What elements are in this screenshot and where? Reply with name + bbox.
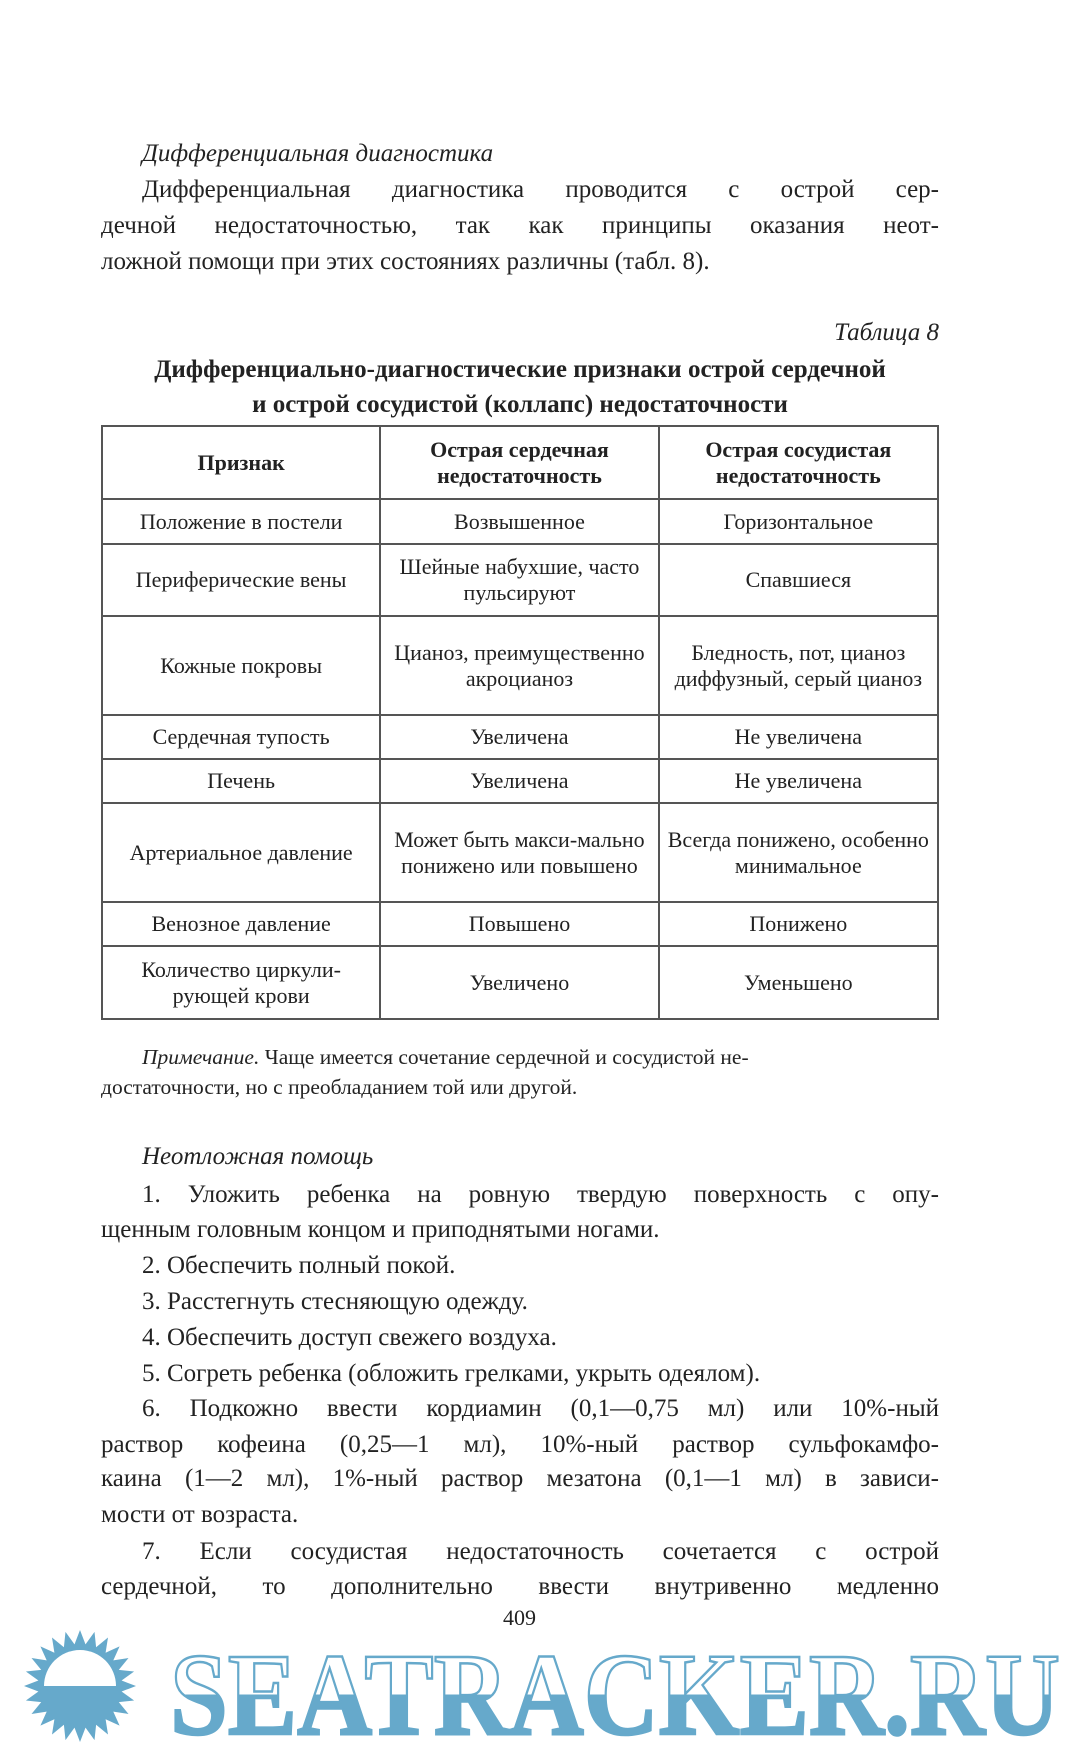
note: [142, 1042, 939, 1072]
emergency-line: 4. Обеспечить доступ свежего воздуха.: [142, 1324, 557, 1351]
cell-vascular: Уменьшено: [659, 946, 938, 1019]
table-row: [102, 946, 938, 1019]
table-row: [102, 499, 938, 544]
table-title-line: Дифференциально-диагностические признаки острой сердечной: [154, 356, 886, 383]
cell-cardiac: Повышено: [380, 902, 658, 946]
cell-vascular: Всегда понижено, особенно минимальное: [659, 803, 938, 902]
emergency-line: 6. Подкожно ввести кордиамин (0,1—0,75 мл) или 10%-ный: [142, 1395, 939, 1422]
cell-vascular: Понижено: [659, 902, 938, 946]
cell-cardiac: Увеличена: [380, 715, 658, 759]
intro-line: Дифференциальная диагностика проводится с острой сер-: [142, 176, 939, 203]
cell-sign: Кожные покровы: [102, 616, 380, 715]
page-number: 409: [503, 1605, 536, 1630]
table-title-line: и острой сосудистой (коллапс) недостаточности: [252, 391, 788, 418]
watermark-text: SEATRACKER.RU: [170, 1629, 1060, 1742]
cell-vascular: Горизонтальное: [659, 499, 938, 544]
table-row: [102, 902, 938, 946]
header-vascular: Острая сосудистая недостаточность: [659, 426, 938, 499]
table-row: [102, 616, 938, 715]
cell-cardiac: Может быть макси-мально понижено или повышено: [380, 803, 658, 902]
cell-sign: Венозное давление: [102, 902, 380, 946]
header-cardiac: Острая сердечная недостаточность: [380, 426, 658, 499]
cell-cardiac: Возвышенное: [380, 499, 658, 544]
table-row: [102, 759, 938, 803]
emergency-line: 5. Согреть ребенка (обложить грелками, укрыть одеялом).: [142, 1360, 761, 1387]
cell-cardiac: Увеличена: [380, 759, 658, 803]
table-row: [102, 544, 938, 616]
cell-cardiac: Цианоз, преимущественно акроцианоз: [380, 616, 658, 715]
diagnostic-table: [101, 425, 939, 1020]
emergency-line: 7. Если сосудистая недостаточность сочетается с острой: [142, 1538, 939, 1565]
note-label: Примечание.: [142, 1045, 260, 1069]
cell-sign: Артериальное давление: [102, 803, 380, 902]
cell-vascular: Бледность, пот, цианоз диффузный, серый цианоз: [659, 616, 938, 715]
intro-line: дечной недостаточностью, так как принципы оказания неот-: [101, 212, 939, 239]
table-label: Таблица 8: [834, 319, 939, 346]
section-heading: Дифференциальная диагностика: [142, 140, 494, 167]
intro-line: ложной помощи при этих состояниях различны (табл. 8).: [101, 248, 710, 275]
cell-sign: Сердечная тупость: [102, 715, 380, 759]
cell-vascular: Не увеличена: [659, 715, 938, 759]
table-row: [102, 803, 938, 902]
sun-icon: [24, 1630, 136, 1742]
emergency-line: 2. Обеспечить полный покой.: [142, 1252, 456, 1279]
emergency-line: 3. Расстегнуть стесняющую одежду.: [142, 1288, 528, 1315]
emergency-line: сердечной, то дополнительно ввести внутривенно медленно: [101, 1573, 939, 1600]
emergency-line: раствор кофеина (0,25—1 мл), 10%-ный раствор сульфокамфо-: [101, 1431, 939, 1458]
watermark-logo: [0, 1626, 1080, 1742]
cell-vascular: Не увеличена: [659, 759, 938, 803]
cell-sign: Положение в постели: [102, 499, 380, 544]
table-row: [102, 715, 938, 759]
note-text: Чаще имеется сочетание сердечной и сосудистой не-: [264, 1045, 749, 1069]
cell-cardiac: Шейные набухшие, часто пульсируют: [380, 544, 658, 616]
emergency-line: щенным головным концом и приподнятыми ногами.: [101, 1216, 660, 1243]
cell-cardiac: Увеличено: [380, 946, 658, 1019]
emergency-heading: Неотложная помощь: [142, 1143, 374, 1170]
cell-sign: Количество циркули-рующей крови: [102, 946, 380, 1019]
cell-vascular: Спавшиеся: [659, 544, 938, 616]
note-line: достаточности, но с преобладанием той или другой.: [101, 1075, 578, 1099]
emergency-line: мости от возраста.: [101, 1501, 299, 1528]
header-sign: Признак: [102, 426, 380, 499]
emergency-line: каина (1—2 мл), 1%-ный раствор мезатона (0,1—1 мл) в зависи-: [101, 1465, 939, 1492]
cell-sign: Периферические вены: [102, 544, 380, 616]
cell-sign: Печень: [102, 759, 380, 803]
emergency-line: 1. Уложить ребенка на ровную твердую поверхность с опу-: [142, 1181, 939, 1208]
table-header-row: [102, 426, 938, 499]
